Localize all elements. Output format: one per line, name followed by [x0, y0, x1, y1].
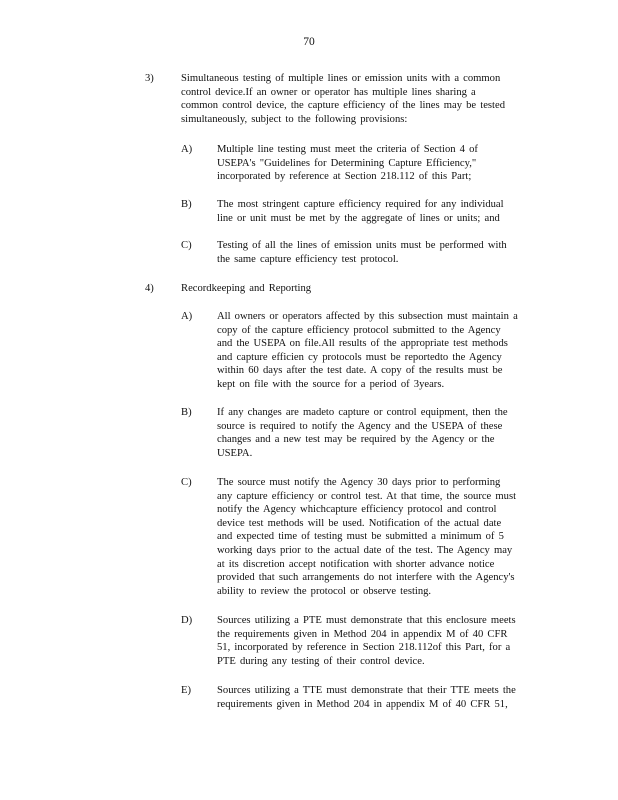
text-line: Testing of all the lines of emission units must be performed with	[217, 240, 507, 251]
text-line: simultaneously, subject to the following provisions:	[181, 113, 408, 125]
text-line: and capture efficien cy protocols must be reportedto the Agency	[217, 351, 502, 363]
text-line: at its discretion accept notification with shorter advance notice	[217, 558, 495, 570]
text-line: the requirements given in Method 204 in appendix M of 40 CFR	[217, 628, 508, 640]
item-marker: A)	[181, 144, 193, 155]
item-marker: 3)	[145, 73, 154, 84]
item-marker: B)	[181, 199, 192, 210]
paragraph-simultaneous-testing	[181, 72, 527, 126]
item-marker: E)	[181, 685, 191, 696]
text-line: All owners or operators affected by this subsection must maintain a	[217, 311, 518, 322]
paragraph-pte-enclosure	[217, 614, 537, 668]
item-marker: B)	[181, 407, 192, 418]
text-line: Simultaneous testing of multiple lines or emission units with a common	[181, 73, 501, 84]
text-line: working days prior to the actual date of the test. The Agency may	[217, 544, 513, 556]
item-marker: A)	[181, 311, 193, 322]
item-marker: C)	[181, 240, 192, 251]
text-line: The source must notify the Agency 30 days prior to performing	[217, 477, 501, 488]
text-line: requirements given in Method 204 in appendix M of 40 CFR 51,	[217, 698, 508, 710]
text-line: ability to review the protocol or observe testing.	[217, 585, 432, 597]
text-line: source is required to notify the Agency and the USEPA of these	[217, 420, 503, 432]
text-line: PTE during any testing of their control device.	[217, 655, 425, 667]
text-line: The most stringent capture efficiency required for any individual	[217, 199, 504, 210]
item-marker: 4)	[145, 283, 154, 294]
text-line: and expected time of testing must be submitted a minimum of 5	[217, 531, 504, 543]
text-line: notify the Agency whichcapture efficiency protocol and control	[217, 504, 497, 516]
text-line: If any changes are madeto capture or control equipment, then the	[217, 407, 508, 418]
text-line: USEPA.	[217, 447, 253, 459]
text-line: any capture efficiency or control test. At that time, the source must	[217, 490, 517, 502]
text-line: common control device, the capture efficiency of the lines may be tested	[181, 100, 505, 112]
text-line: 51, incorporated by reference in Section 218.112of this Part, for a	[217, 642, 511, 654]
text-line: USEPA's "Guidelines for Determining Capture Efficiency,"	[217, 157, 477, 169]
text-line: device test methods will be used. Notification of the actual date	[217, 517, 502, 529]
item-marker: D)	[181, 615, 193, 626]
text-line: Recordkeeping and Reporting	[181, 283, 312, 294]
paragraph-maintain-protocol	[217, 310, 543, 392]
text-line: copy of the capture efficiency protocol submitted to the Agency	[217, 324, 501, 336]
page-number: 70	[303, 36, 315, 48]
paragraph-stringent-efficiency	[217, 198, 527, 225]
item-marker: C)	[181, 477, 192, 488]
paragraph-tte-enclosure	[217, 684, 541, 711]
text-line: Multiple line testing must meet the criteria of Section 4 of	[217, 144, 478, 155]
text-line: Sources utilizing a PTE must demonstrate that this enclosure meets	[217, 615, 516, 626]
paragraph-notify-agency	[217, 476, 543, 598]
text-line: line or unit must be met by the aggregate of lines or units; and	[217, 212, 500, 224]
text-line: the same capture efficiency test protocol.	[217, 253, 399, 265]
text-line: incorporated by reference at Section 218.112 of this Part;	[217, 171, 472, 183]
text-line: control device.If an owner or operator has multiple lines sharing a	[181, 86, 476, 98]
text-line: Sources utilizing a TTE must demonstrate that their TTE meets the	[217, 685, 516, 696]
text-line: changes and a new test may be required by the Agency or the	[217, 434, 495, 446]
text-line: within 60 days after the test date. A copy of the results must be	[217, 365, 503, 377]
text-line: provided that such arrangements do not interfere with the Agency's	[217, 572, 515, 584]
text-line: and the USEPA on file.All results of the appropriate test methods	[217, 338, 508, 350]
paragraph-multiple-line-testing	[217, 143, 517, 184]
paragraph-testing-all-lines	[217, 239, 527, 266]
paragraph-equipment-changes	[217, 406, 543, 460]
text-line: kept on file with the source for a period of 3years.	[217, 378, 445, 390]
heading-recordkeeping	[181, 282, 381, 296]
